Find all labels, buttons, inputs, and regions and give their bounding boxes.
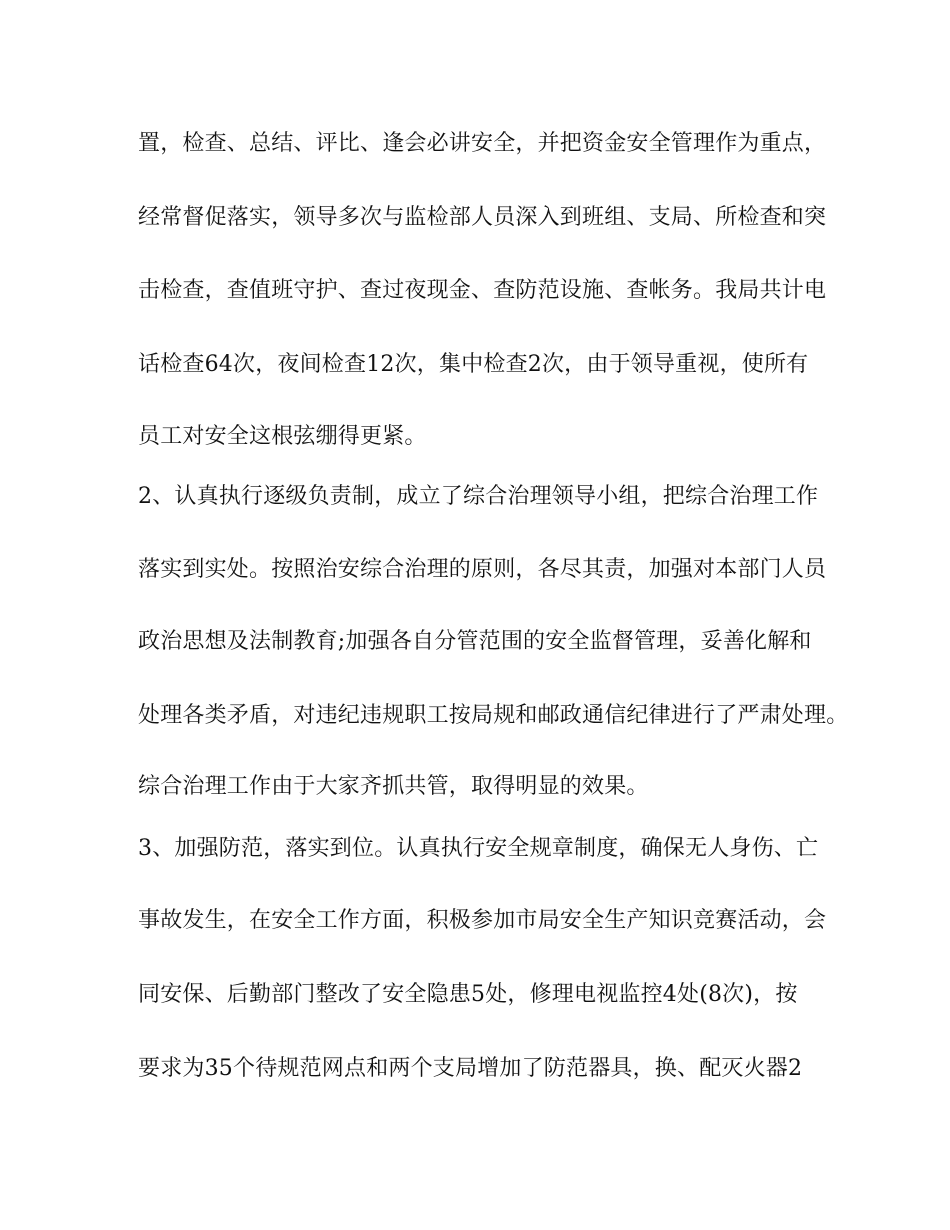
text-line: 落实到实处。按照治安综合治理的原则，各尽其责，加强对本部门人员 <box>138 557 827 582</box>
text-line: 同安保、后勤部门整改了安全隐患5处，修理电视监控4处(8次)，按 <box>138 982 798 1007</box>
text-line: 击检查，查值班守护、查过夜现金、查防范设施、查帐务。我局共计电 <box>138 278 827 303</box>
text-line: 政治思想及法制教育;加强各自分管范围的安全监督管理，妥善化解和 <box>138 629 812 654</box>
text-line: 综合治理工作由于大家齐抓共管，取得明显的效果。 <box>138 774 649 799</box>
text-line: 员工对安全这根弦绷得更紧。 <box>138 424 427 449</box>
text-line: 话检查64次，夜间检查12次，集中检查2次，由于领导重视，使所有 <box>138 352 809 377</box>
text-line: 事故发生，在安全工作方面，积极参加市局安全生产知识竞赛活动，会 <box>138 908 827 933</box>
text-line: 置，检查、总结、评比、逢会必讲安全，并把资金安全管理作为重点， <box>138 131 827 156</box>
text-line: 要求为35个待规范网点和两个支局增加了防范器具，换、配灭火器2 <box>138 1056 803 1081</box>
text-line: 3、加强防范，落实到位。认真执行安全规章制度，确保无人身伤、亡 <box>138 836 819 861</box>
text-line: 经常督促落实，领导多次与监检部人员深入到班组、支局、所检查和突 <box>138 205 827 230</box>
text-line: 处理各类矛盾，对违纪违规职工按局规和邮政通信纪律进行了严肃处理。 <box>138 703 849 728</box>
text-line: 2、认真执行逐级负责制，成立了综合治理领导小组，把综合治理工作 <box>138 484 819 509</box>
